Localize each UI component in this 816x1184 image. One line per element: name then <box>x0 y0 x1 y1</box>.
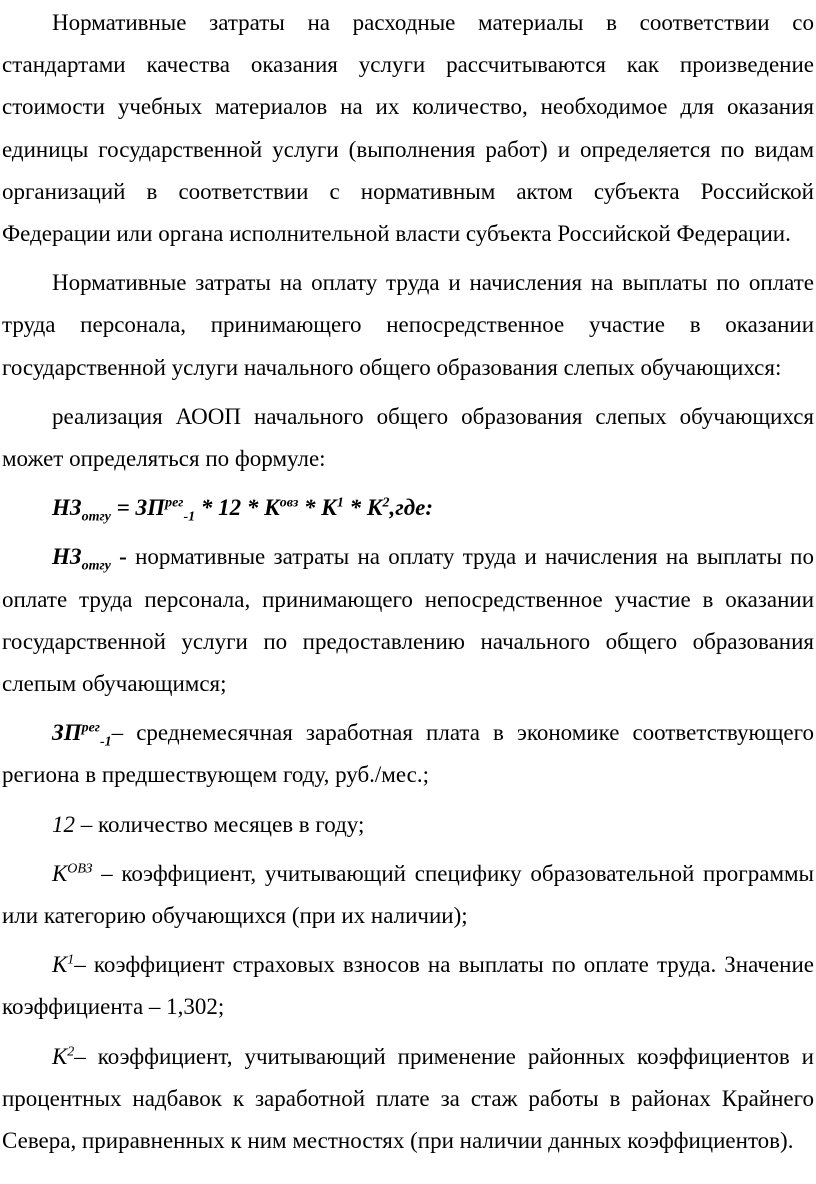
paragraph-formula-intro: реализация АООП начального общего образования слепых обучающихся может определяться по формуле: <box>2 403 814 472</box>
definition-nz-text: нормативные затраты на оплату труда и начисления на выплаты по оплате труда персонала, принимающего непосредственное участие в оказании государственной услуги по предоставлению начального общего образования слепым обучающимся; <box>2 544 814 697</box>
definition-k2-text: – коэффициент, учитывающий применение районных коэффициентов и процентных надбавок к заработной плате за стаж работы в районах Крайнего Севера, приравненных к ним местностях (при наличии данных коэффициентов). <box>2 1043 814 1154</box>
formula-zp-sub: -1 <box>183 509 196 525</box>
definition-kovz-sup: ОВЗ <box>67 861 93 877</box>
definition-zp-symbol: ЗП <box>52 720 82 746</box>
definition-k1-text: – коэффициент страховых взносов на выплаты по оплате труда. Значение коэффициента – 1,302; <box>2 952 814 1020</box>
definition-nz-symbol: НЗ <box>52 544 82 570</box>
definition-k2-sup: 2 <box>67 1044 75 1060</box>
definition-nz-dash: - <box>110 544 127 570</box>
definition-12 <box>2 804 814 846</box>
definition-12-text: – количество месяцев в году; <box>75 811 365 837</box>
paragraph-consumables: Нормативные затраты на расходные материалы в соответствии со стандартами качества оказания услуги рассчитываются как произведение стоимости учебных материалов на их количество, необходимое для оказания единицы государственной услуги (выполнения работ) и определяется по видам организаций в соответствии с нормативным актом субъекта Российской Федерации или органа исполнительной власти субъекта Российской Федерации. <box>2 10 814 247</box>
definition-k2 <box>2 1036 814 1163</box>
definition-nz-sub: отгу <box>81 559 111 575</box>
formula-eq: = ЗП <box>110 495 166 521</box>
formula-k1-pre: * К <box>298 495 337 521</box>
formula-k-sup: овз <box>279 495 299 511</box>
paragraph-labor-costs: Нормативные затраты на оплату труда и начисления на выплаты по оплате труда персонала, принимающего непосредственное участие в оказании государственной услуги начального общего образования слепых обучающихся: <box>2 270 814 380</box>
definition-kovz <box>2 853 814 937</box>
definition-12-symbol: 12 <box>52 811 75 837</box>
formula-k2-sup: 2 <box>382 495 390 511</box>
definition-k2-symbol: К <box>52 1043 68 1069</box>
definition-zp-text: – среднемесячная заработная плата в экономике соответствующего региона в предшествующем году, руб./мес.; <box>2 720 814 788</box>
formula-lhs: НЗ <box>52 495 82 521</box>
formula-lhs-sub: отгу <box>81 509 111 525</box>
formula-zp-sup: рег <box>165 495 184 511</box>
formula-mid: * 12 * К <box>195 495 280 521</box>
definition-kovz-symbol: К <box>52 860 68 886</box>
formula-k1-sup: 1 <box>336 495 344 511</box>
formula <box>2 487 814 529</box>
definition-zp-sub: -1 <box>99 734 112 750</box>
definition-nz <box>2 536 814 705</box>
definition-zp <box>2 712 814 796</box>
definition-k1 <box>2 944 814 1028</box>
definition-zp-sup: рег <box>81 720 100 736</box>
definition-kovz-text: – коэффициент, учитывающий специфику образовательной программы или категорию обучающихся (при их наличии); <box>2 860 814 929</box>
definition-k1-symbol: К <box>52 952 68 978</box>
formula-tail: ,где: <box>389 495 434 521</box>
formula-k2-pre: * К <box>343 495 383 521</box>
definition-k1-sup: 1 <box>67 952 75 968</box>
